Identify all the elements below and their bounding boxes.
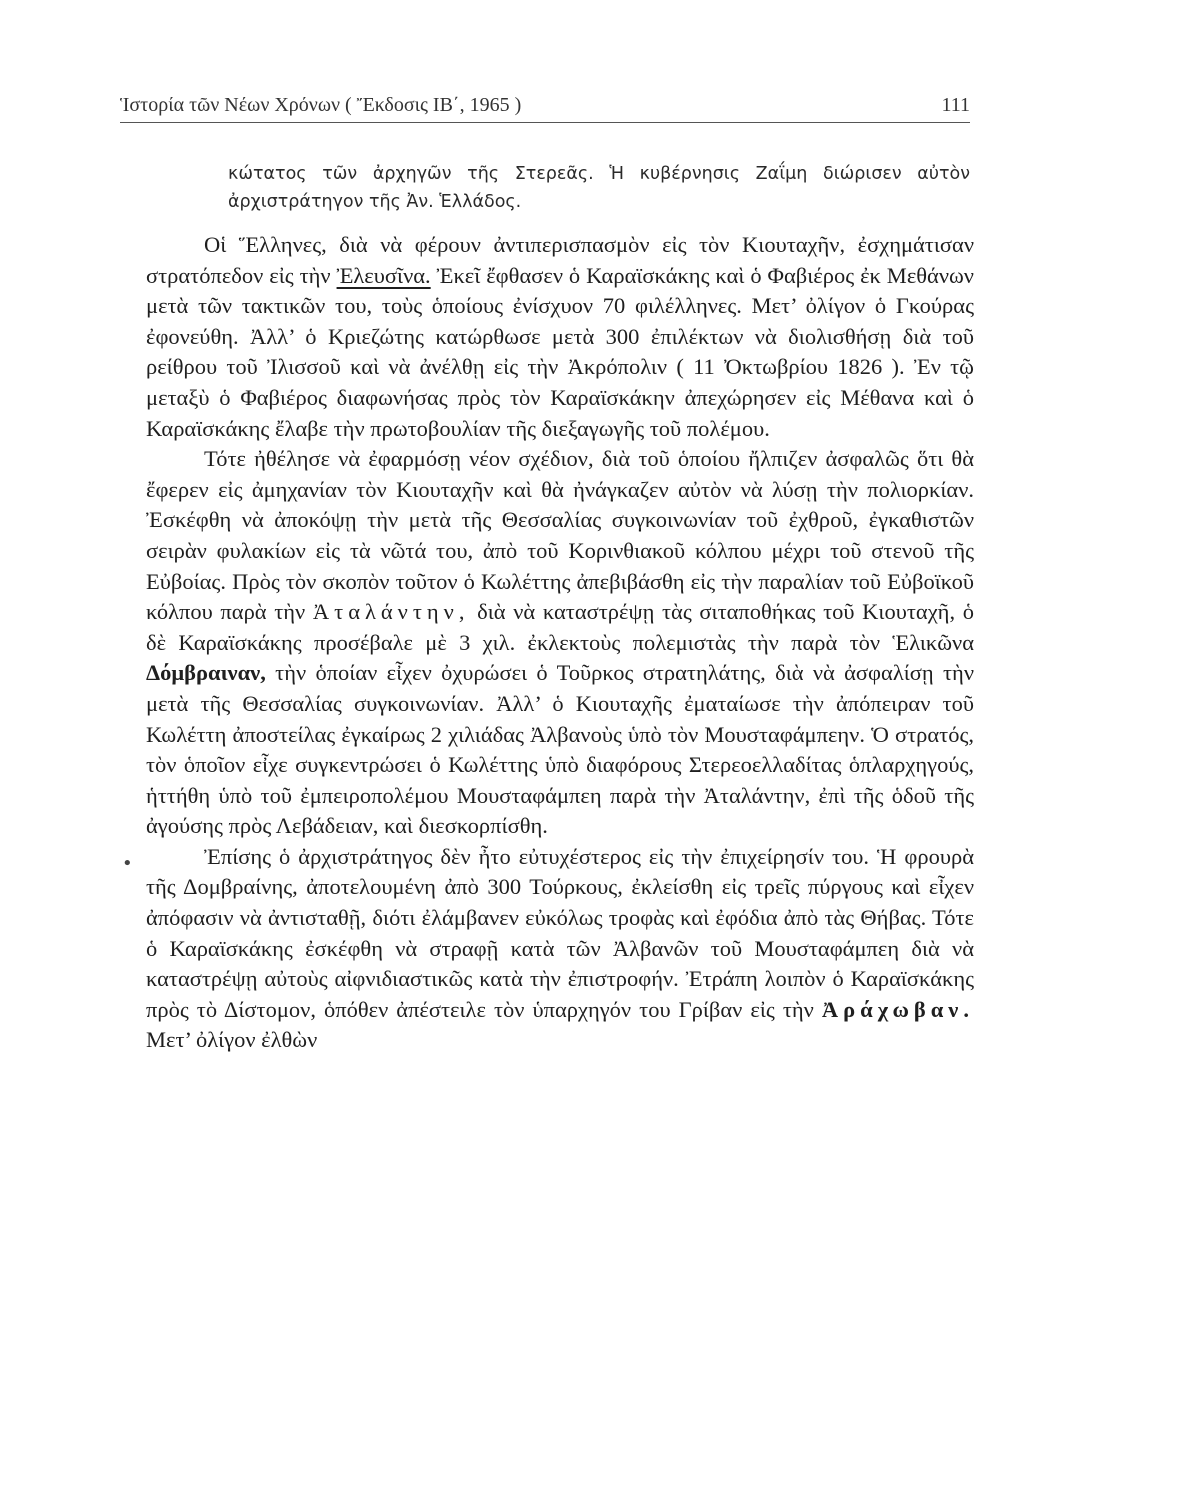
p2-text-a: Τότε ἠθέλησε νὰ ἐφαρμόσῃ νέον σχέδιον, διὰ τοῦ ὁποίου ἤλπιζεν ἀσφαλῶς ὅτι θὰ ἔφερεν εἰς ἀμηχανίαν τὸν Κιουταχῆν καὶ θὰ ἠνάγκαζεν αὐτὸν νὰ λύσῃ τὴν πολιορκίαν. Ἐσκέφθη νὰ ἀποκόψῃ τὴν μετὰ τῆς Θεσσαλίας συγκοινωνίαν τοῦ ἐχθροῦ, ἐγκαθιστῶν σειρὰν φυλακίων εἰς τὰ νῶτά του, ἀπὸ τοῦ Κορινθιακοῦ κόλπου μέχρι τοῦ στενοῦ τῆς Εὐβοίας. Πρὸς τὸν σκοπὸν τοῦτον ὁ Κωλέττης ἀπεβιβάσθη εἰς τὴν παραλίαν τοῦ Εὐβοϊκοῦ κόλπου παρὰ τὴν [146,446,974,625]
book-title: Ἱστορία τῶν Νέων Χρόνων ( Ἔκδοσις ΙΒ΄, 1965 ) [120,94,522,116]
running-header [120,88,970,123]
p2-text-e: τὴν ὁποίαν εἶχεν ὀχυρώσει ὁ Τοῦρκος στρατηλάτης, διὰ νὰ ἀσφαλίσῃ τὴν μετὰ τῆς Θεσσαλίας συγκοινωνίαν. Ἀλλ’ ὁ Κιουταχῆς ἐματαίωσε τὴν ἀπόπειραν τοῦ Κωλέττη ἀποστείλας ἐγκαίρως 2 χιλιάδας Ἀλβανοὺς ὑπὸ τὸν Μουσταφάμπεην. Ὁ στρατός, τὸν ὁποῖον εἶχε συγκεντρώσει ὁ Κωλέττης ὑπὸ διαφόρους Στερεοελλαδίτας ὁπλαρχηγούς, ἡττήθη ὑπὸ τοῦ ἐμπειροπολέμου Μουσταφάμπεη παρὰ τὴν Ἀταλάντην, ἐπὶ τῆς ὁδοῦ τῆς ἀγούσης πρὸς Λεβάδειαν, καὶ διεσκορπίσθη. [146,660,974,839]
paragraph-1 [146,230,974,444]
p3-arachova: Ἀράχωβαν. [821,996,974,1022]
p3-text-a: Ἐπίσης ὁ ἀρχιστράτηγος δὲν ἦτο εὐτυχέστερος εἰς τὴν ἐπιχείρησίν του. Ἡ φρουρὰ τῆς Δομβραίνης, ἀποτελουμένη ἀπὸ 300 Τούρκους, ἐκλείσθη εἰς τρεῖς πύργους καὶ εἶχεν ἀπόφασιν νὰ ἀντισταθῇ, διότι ἐλάμβανεν εὐκόλως τροφὰς καὶ ἐφόδια ἀπὸ τὰς Θήβας. Τότε ὁ Καραϊσκάκης ἐσκέφθη νὰ στραφῇ κατὰ τῶν Ἀλβανῶν τοῦ Μουσταφάμπεη διὰ νὰ καταστρέψῃ αὐτοὺς αἰφνιδιαστικῶς κατὰ τὴν ἐπιστροφήν. Ἐτράπη λοιπὸν ὁ Καραϊσκάκης πρὸς τὸ Δίστομον, ὁπόθεν ἀπέστειλε τὸν ὑπαρχηγόν του Γρίβαν εἰς τὴν [146,843,974,1022]
p1-eleusis: Ἐλευσῖνα. [336,262,431,288]
p3-text-c: Μετ’ ὀλίγον ἐλθὼν [146,1027,318,1053]
p1-text-a: Οἱ Ἕλληνες, διὰ νὰ φέρουν ἀντιπερισπασμὸν εἰς τὸν Κιουταχῆν, ἐσχημάτισαν στρατόπεδον εἰς τὴν [146,232,974,288]
p2-atalanti: Ἀταλάντην, [312,599,470,625]
p2-text-c: διὰ νὰ καταστρέψῃ τὰς σιταποθήκας τοῦ Κιουταχῆ, ὁ δὲ Καραϊσκάκης προσέβαλε μὲ 3 χιλ. ἐκλεκτοὺς πολεμιστὰς τὴν παρὰ τὸν Ἑλικῶνα [146,599,974,655]
intro-paragraph: κώτατος τῶν ἀρχηγῶν τῆς Στερεᾶς. Ἡ κυβέρνησις Ζαΐμη διώρισεν αὐτὸν ἀρχιστράτηγον τῆς Ἀν. Ἑλλάδος. [228,164,970,212]
margin-mark: • [122,853,133,874]
paragraph-3 [146,842,974,1056]
paragraph-2 [146,444,974,842]
intro-block [228,160,970,216]
main-text [146,230,974,1056]
page-number: 111 [941,94,970,116]
p1-text-c: Ἐκεῖ ἔφθασεν ὁ Καραϊσκάκης καὶ ὁ Φαβιέρος ἐκ Μεθάνων μετὰ τῶν τακτικῶν του, τοὺς ὁποίους ἐνίσχυον 70 φιλέλληνες. Μετ’ ὀλίγον ὁ Γκούρας ἐφονεύθη. Ἀλλ’ ὁ Κριεζώτης κατώρθωσε μετὰ 300 ἐπιλέκτων νὰ διολισθήσῃ διὰ τοῦ ρείθρου τοῦ Ἰλισσοῦ καὶ νὰ ἀνέλθῃ εἰς τὴν Ἀκρόπολιν ( 11 Ὀκτωβρίου 1826 ). Ἐν τῷ μεταξὺ ὁ Φαβιέρος διαφωνήσας πρὸς τὸν Καραϊσκάκην ἀπεχώρησεν εἰς Μέθανα καὶ ὁ Καραϊσκάκης ἔλαβε τὴν πρωτοβουλίαν τῆς διεξαγωγῆς τοῦ πολέμου. [146,262,974,441]
p2-domvraina: Δόμβραιναν, [146,660,266,686]
